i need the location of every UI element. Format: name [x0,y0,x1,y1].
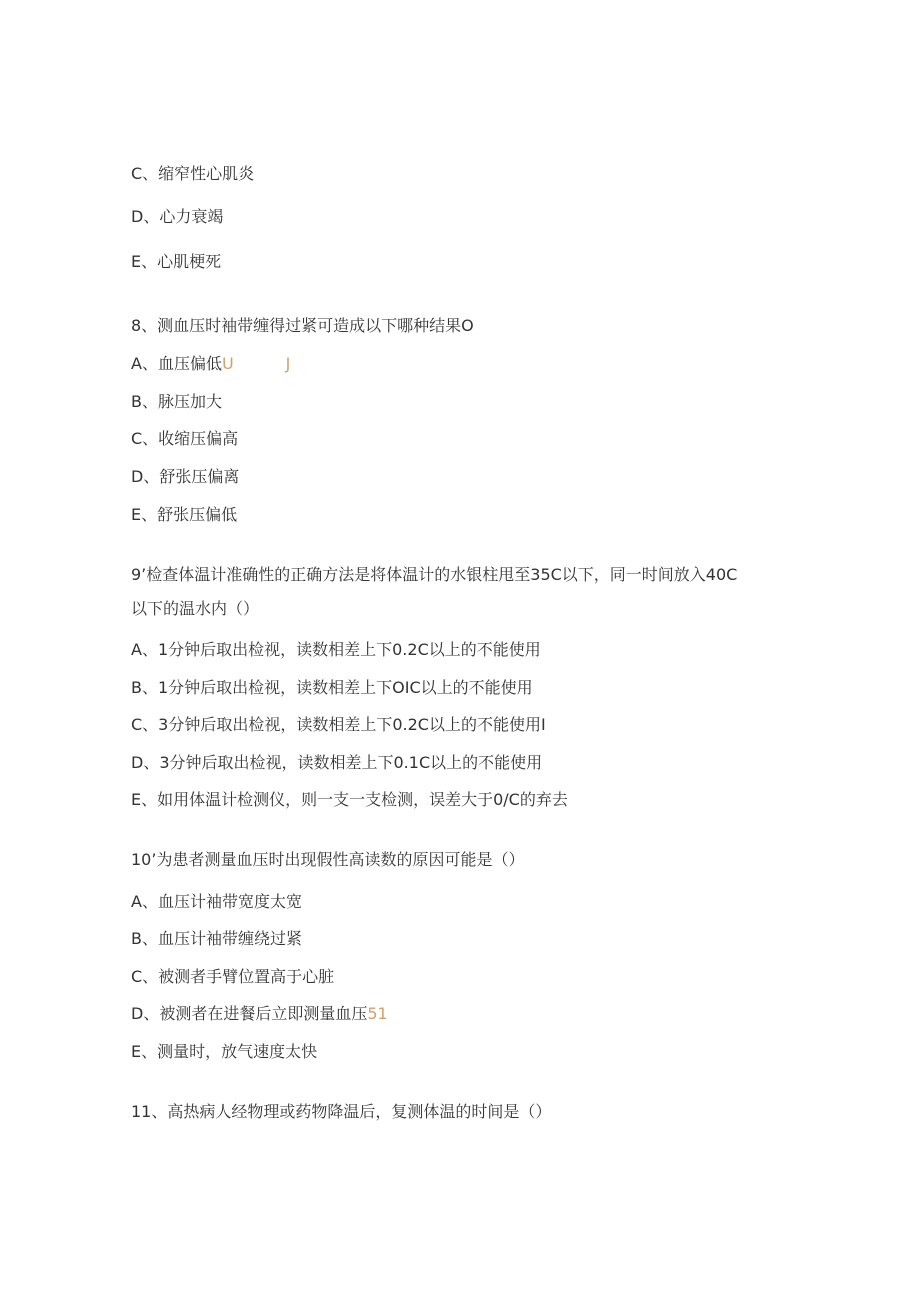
option-10d-text: D、被测者在进餐后立即测量血压 [131,1004,368,1023]
option-7d: D、心力衰竭 [131,207,224,226]
question-10-stem: 10’为患者测量血压时出现假性高读数的原因可能是（） [131,850,525,869]
option-9e: E、如用体温计检测仪，则一支一支检测，误差大于0/C的弃去 [131,790,568,809]
option-10d [131,1003,388,1025]
question-11-stem: 11、高热病人经物理或药物降温后，复测体温的时间是（） [131,1102,552,1121]
option-8c: C、收缩压偏高 [131,429,239,448]
option-10c: C、被测者手臂位置高于心脏 [131,967,335,986]
option-10d-mark: 51 [367,1004,388,1023]
option-8a-text: A、血压偏低 [131,354,222,373]
option-9c: C、3分钟后取出检视，读数相差上下0.2C以上的不能使用I [131,715,546,734]
option-8d: D、舒张压偏离 [131,467,240,486]
option-7e: E、心肌梗死 [131,252,222,271]
option-8a-mark-2: J [285,354,291,373]
option-9b: B、1分钟后取出检视，读数相差上下OIC以上的不能使用 [131,678,533,697]
option-8e: E、舒张压偏低 [131,505,238,524]
option-10a: A、血压计袖带宽度太宽 [131,892,302,911]
option-8a [131,353,290,375]
option-9a: A、1分钟后取出检视，读数相差上下0.2C以上的不能使用 [131,640,541,659]
question-8-stem: 8、测血压时袖带缠得过紧可造成以下哪种结果O [131,316,474,335]
option-10b: B、血压计袖带缠绕过紧 [131,929,302,948]
option-7c: C、缩窄性心肌炎 [131,164,255,183]
question-9-stem-line-1: 9’检查体温计准确性的正确方法是将体温计的水银柱甩至35C以下，同一时间放入40C [131,565,738,584]
option-9d: D、3分钟后取出检视，读数相差上下0.1C以上的不能使用 [131,753,543,772]
option-10e: E、测量时，放气速度太快 [131,1042,318,1061]
option-8b: B、脉压加大 [131,392,222,411]
option-8a-mark-1: U [221,354,234,373]
question-9-stem-line-2: 以下的温水内（） [131,599,260,618]
